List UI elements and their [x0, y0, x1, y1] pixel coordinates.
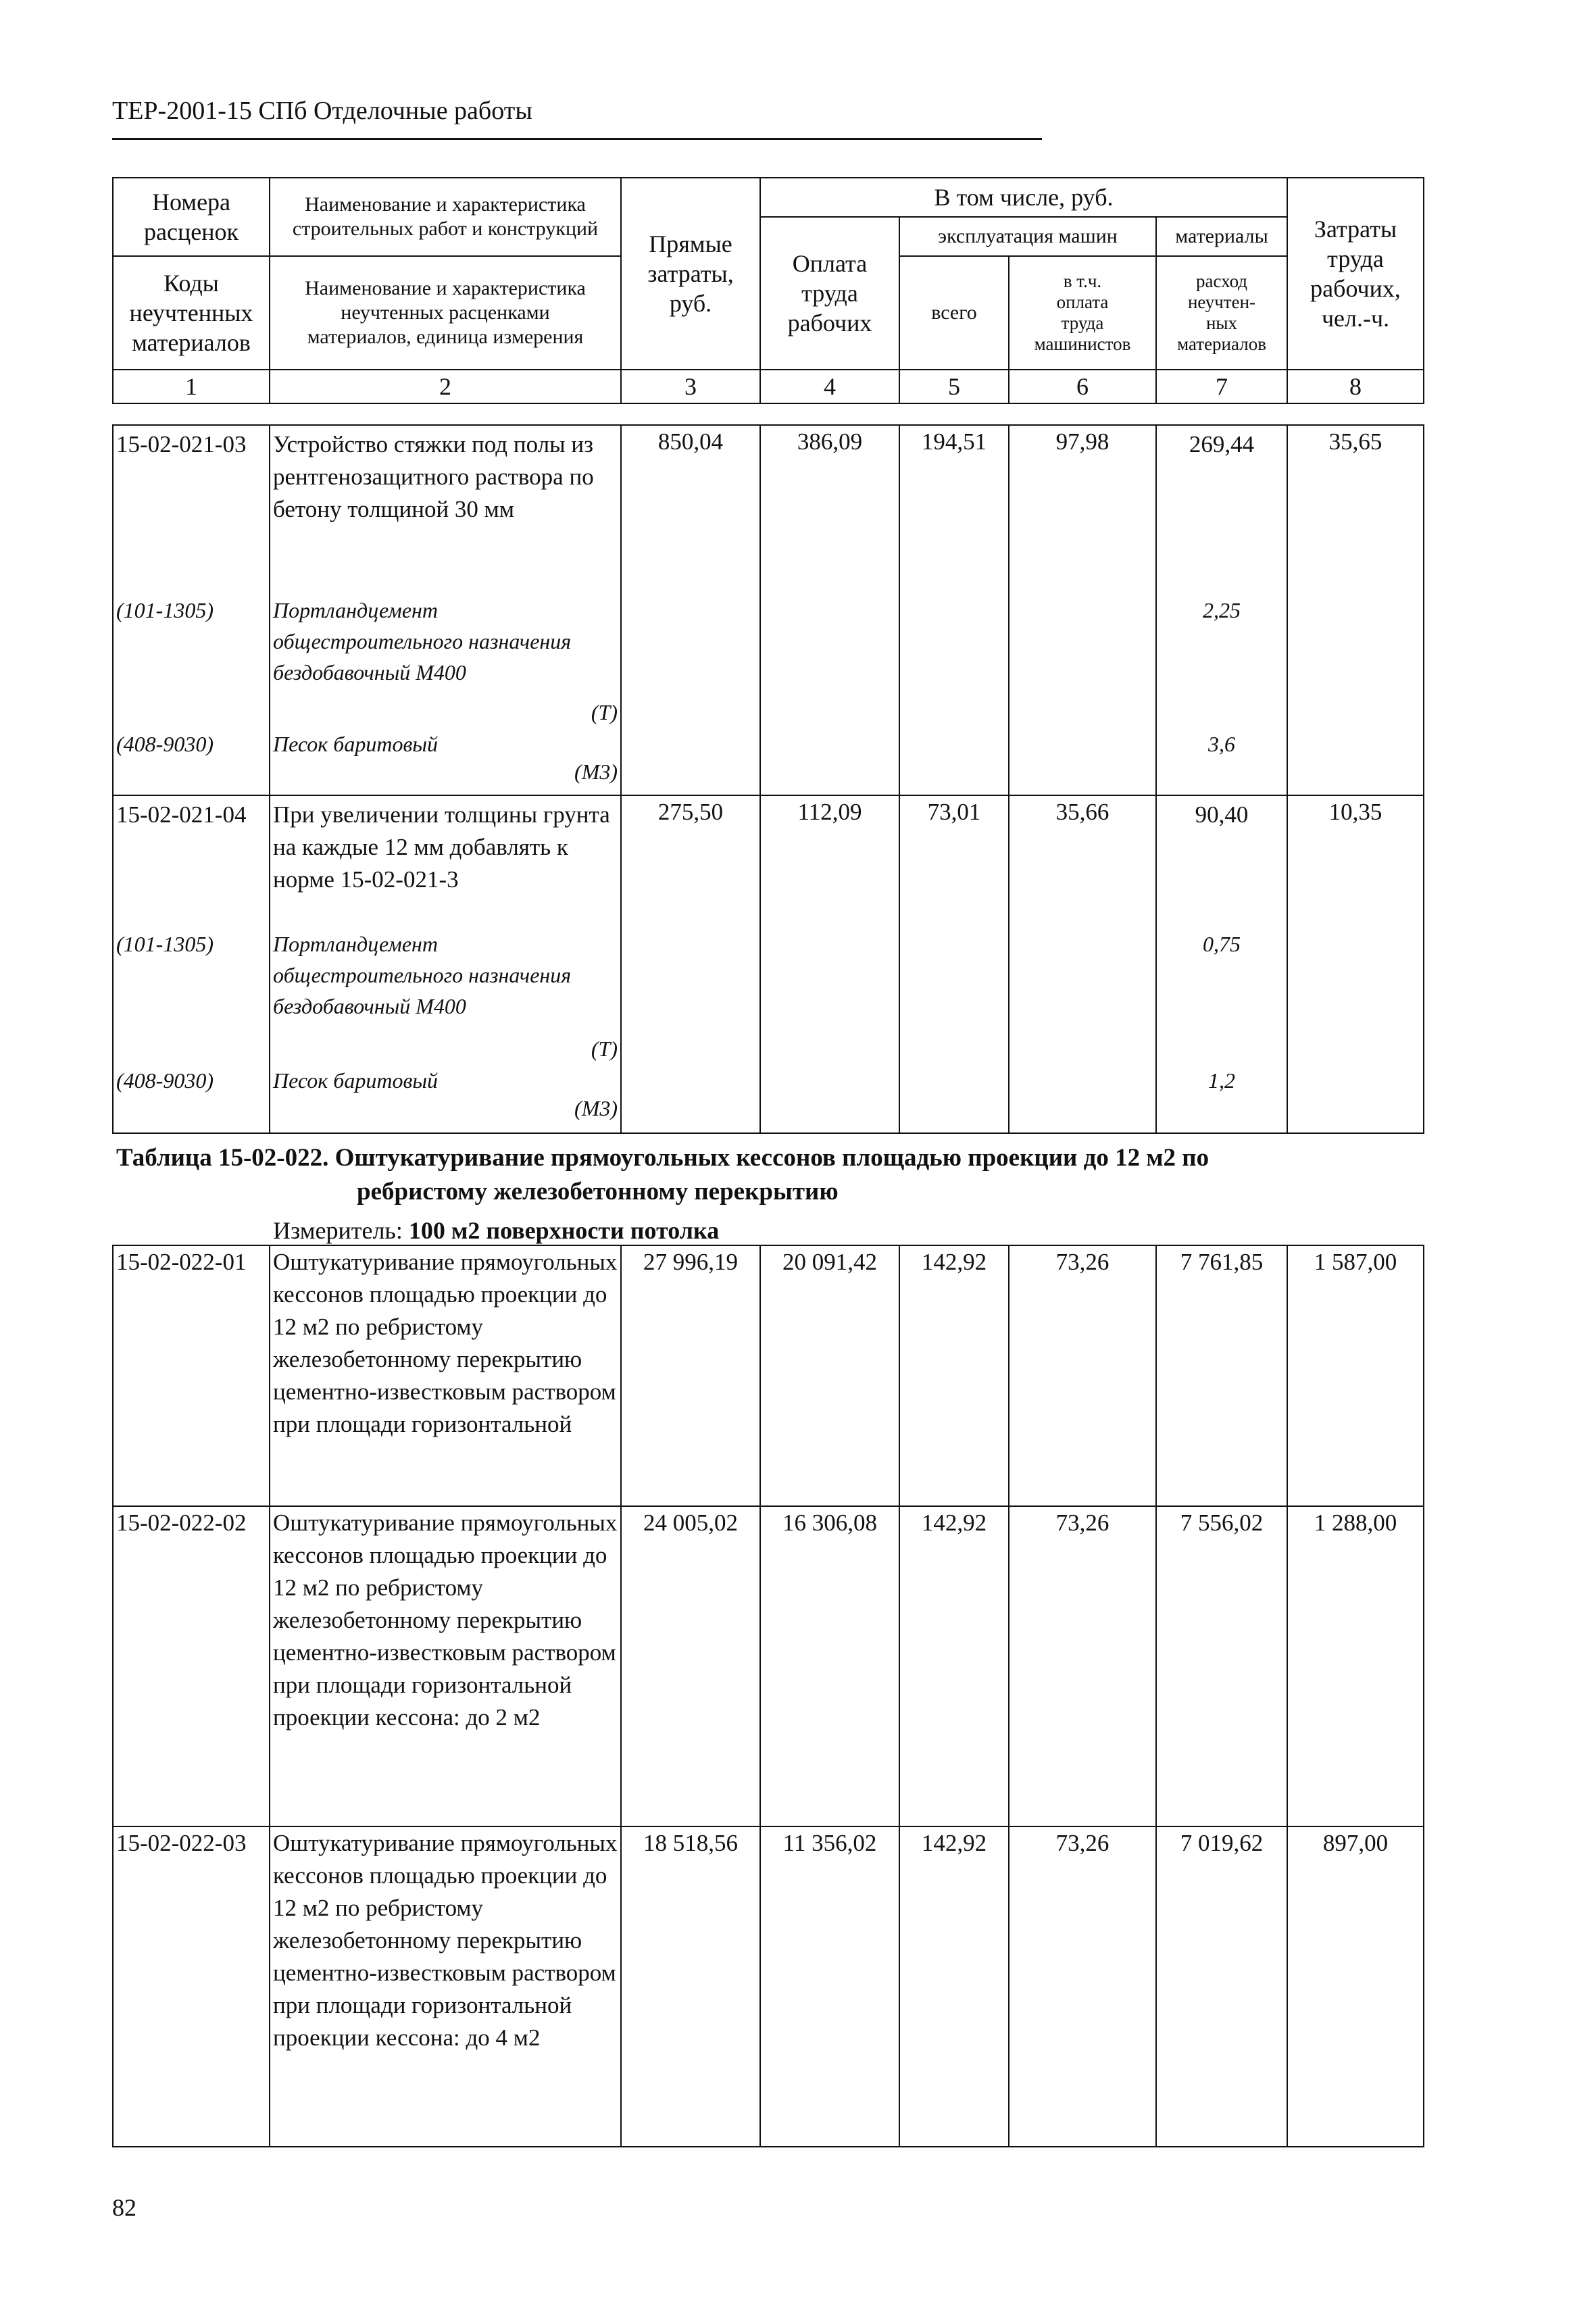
column-header-table [112, 177, 1424, 404]
col3-direct: Прямые затраты, руб. [621, 178, 760, 370]
machinists-labor: 35,66 [1009, 795, 1156, 1133]
labor-hours: 897,00 [1287, 1826, 1424, 2147]
machines-total: 194,51 [899, 425, 1009, 795]
table-row [113, 1506, 1424, 1826]
machinists-labor: 73,26 [1009, 1245, 1156, 1506]
rates-table-15-02-022 [112, 1245, 1424, 2147]
material-name: Песок баритовый [273, 1068, 439, 1093]
meter [273, 1216, 719, 1245]
direct-cost: 27 996,19 [621, 1245, 760, 1506]
direct-cost: 18 518,56 [621, 1826, 760, 2147]
direct-cost: 275,50 [621, 795, 760, 1133]
rate-code: 15-02-021-03 [116, 431, 247, 457]
materials-cost: 7 019,62 [1156, 1826, 1287, 2147]
machinists-labor: 73,26 [1009, 1506, 1156, 1826]
rates-table-15-02-021 [112, 424, 1424, 1134]
col-number: 4 [760, 370, 899, 403]
labor-hours: 1 288,00 [1287, 1506, 1424, 1826]
machines-total: 73,01 [899, 795, 1009, 1133]
machinists-labor: 73,26 [1009, 1826, 1156, 2147]
material-name: Песок баритовый [273, 732, 439, 756]
labor-hours: 35,65 [1287, 425, 1424, 795]
col5-total: всего [899, 256, 1009, 370]
machines-total: 142,92 [899, 1826, 1009, 2147]
table-row [113, 1826, 1424, 2147]
rate-code: 15-02-022-02 [113, 1506, 270, 1826]
material-name: Портландцемент общестроительного назначения бездобавочный М400 [273, 598, 572, 684]
material-unit: (М3) [574, 1096, 618, 1120]
col2-top: Наименование и характеристика строительных работ и конструкций [270, 178, 621, 256]
header-rule [112, 138, 1042, 140]
material-code: (408-9030) [116, 732, 214, 756]
machines-total: 142,92 [899, 1245, 1009, 1506]
rate-name: Устройство стяжки под полы из рентгенозащитного раствора по бетону толщиной 30 мм [273, 431, 594, 522]
labor-cost: 16 306,08 [760, 1506, 899, 1826]
labor-cost: 112,09 [760, 795, 899, 1133]
col-number: 5 [899, 370, 1009, 403]
materials-cost: 7 556,02 [1156, 1506, 1287, 1826]
material-name: Портландцемент общестроительного назначения бездобавочный М400 [273, 932, 572, 1018]
table-caption-line2: ребристому железобетонному перекрытию [357, 1178, 839, 1205]
rate-name: Оштукатуривание прямоугольных кессонов площадью проекции до 12 м2 по ребристому железобетонному перекрытию цементно-известковым раствором при площади горизонтальной проекции кессона: до 4 м2 [270, 1826, 621, 2147]
labor-cost: 11 356,02 [760, 1826, 899, 2147]
material-code: (408-9030) [116, 1068, 214, 1093]
table-row [113, 795, 1424, 1133]
materials-cost: 269,44 [1189, 431, 1255, 457]
col-number: 8 [1287, 370, 1424, 403]
rate-code: 15-02-022-03 [113, 1826, 270, 2147]
col-group-including: В том числе, руб. [760, 178, 1287, 217]
rate-name: При увеличении толщины грунта на каждые 12 мм добавлять к норме 15-02-021-3 [273, 801, 610, 893]
labor-cost: 386,09 [760, 425, 899, 795]
col-number: 7 [1156, 370, 1287, 403]
col1-bottom: Коды неучтенных материалов [113, 256, 270, 370]
col1-top: Номера расценок [113, 178, 270, 256]
rate-code: 15-02-022-01 [113, 1245, 270, 1506]
col-machines: эксплуатация машин [899, 217, 1156, 256]
col6-mach-labor: в т.ч. оплата труда машинистов [1009, 256, 1156, 370]
material-code: (101-1305) [116, 932, 214, 956]
labor-hours: 10,35 [1287, 795, 1424, 1133]
col8-hours: Затраты труда рабочих, чел.-ч. [1287, 178, 1424, 370]
col2-bottom: Наименование и характеристика неучтенных расценками материалов, единица измерения [270, 256, 621, 370]
col-number: 2 [270, 370, 621, 403]
table-row [113, 425, 1424, 795]
materials-cost: 90,40 [1195, 801, 1249, 828]
machines-total: 142,92 [899, 1506, 1009, 1826]
material-code: (101-1305) [116, 598, 214, 622]
labor-cost: 20 091,42 [760, 1245, 899, 1506]
material-unit: (Т) [591, 700, 618, 724]
meter-label: Измеритель: [273, 1217, 403, 1244]
rate-name: Оштукатуривание прямоугольных кессонов площадью проекции до 12 м2 по ребристому железобетонному перекрытию цементно-известковым раствором при площади горизонтальной проекции кессона: до 2 м2 [270, 1506, 621, 1826]
material-qty: 1,2 [1208, 1068, 1235, 1093]
col-materials: материалы [1156, 217, 1287, 256]
table-row [113, 1245, 1424, 1506]
col-number: 3 [621, 370, 760, 403]
col7-unaccounted: расход неучтен- ных материалов [1156, 256, 1287, 370]
materials-cost: 7 761,85 [1156, 1245, 1287, 1506]
table-caption-line1: Таблица 15-02-022. Оштукатуривание прямоугольных кессонов площадью проекции до 12 м2 по [116, 1144, 1210, 1172]
col-number: 1 [113, 370, 270, 403]
machinists-labor: 97,98 [1009, 425, 1156, 795]
material-qty: 3,6 [1208, 732, 1235, 756]
page-header-title: ТЕР-2001-15 СПб Отделочные работы [112, 97, 532, 125]
page-number: 82 [112, 2194, 136, 2221]
material-qty: 2,25 [1203, 598, 1241, 622]
rate-code: 15-02-021-04 [116, 801, 247, 828]
meter-value: 100 м2 поверхности потолка [408, 1217, 720, 1244]
col-number: 6 [1009, 370, 1156, 403]
labor-hours: 1 587,00 [1287, 1245, 1424, 1506]
rate-name: Оштукатуривание прямоугольных кессонов площадью проекции до 12 м2 по ребристому железобетонному перекрытию цементно-известковым раствором при площади горизонтальной [270, 1245, 621, 1506]
col4-labor: Оплата труда рабочих [760, 217, 899, 370]
direct-cost: 850,04 [621, 425, 760, 795]
material-unit: (М3) [574, 760, 618, 784]
material-unit: (Т) [591, 1037, 618, 1061]
material-qty: 0,75 [1203, 932, 1241, 956]
direct-cost: 24 005,02 [621, 1506, 760, 1826]
